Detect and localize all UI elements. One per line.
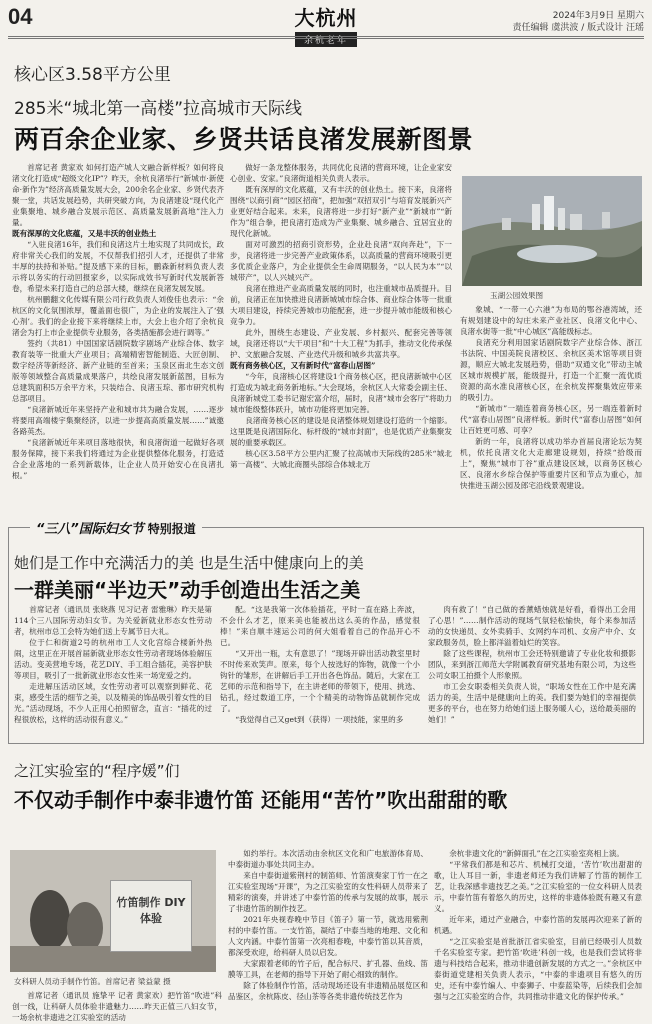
paragraph: 杭州鹏翻文化传媒有限公司行政负责人刘俊佳也表示：“余杭区的文化氛围浓厚，覆盖面也很广，为企业的发展注入了‘强心剂’。我们的企业接下来将继续上市，大会上也介绍了余杭良渚会为打上市企业提供专业服务，各类措施都会进行调等。” xyxy=(12,295,224,337)
paragraph: 良渚商务核心区的建设是良渚整体规划建设打造的一个缩影。这里既是良渚国际化、标杆级的“城市封面”，也是优质产业集聚发展的重要承载区。 xyxy=(230,416,452,447)
section-subheading: 既有深厚的文化底蕴，又是丰沃的创业热土 xyxy=(12,229,157,238)
paragraph: 首席记者 黄家欢 如何打造产城人文融合新样板？如何将良渚文化打造成“超级文化IP”？昨天，余杭良渚举行“新城市·新使命·新作为”经济高质量发展大会，200余名企业家、乡贤代表齐聚一堂，共话发展趋势，共研突破方向，为良渚建设“现代化产业集聚地、城乡融合发展示范区、高质量发展新高地”注入力量。 xyxy=(12,163,224,227)
paragraph: 新的一年，良渚将以成功举办首届良渚论坛为契机，依托良渚文化大走廊建设规划，持续“拾级而上”，聚焦“城市丁谷”重点建设区域，以商务区核心区、良渚水乡综合保护等重要片区和节点为重心，加快推进玉湖公园及郎宅沿线景观建设。 xyxy=(460,437,642,490)
paragraph: “新城市”一端连着商务核心区，另一端连着新时代“富春山居图”良渚样板。新时代“富春山居图”如何让百姓更可感、可享？ xyxy=(460,404,642,435)
paragraph: 除了体验制作竹笛，活动现场还设有非遗精品展览区和品鉴区，余杭陈皮、径山茶等各类非遗传统技艺作为 xyxy=(228,981,428,1001)
header-meta xyxy=(513,10,644,34)
paragraph: “入驻良渚16年，我们和良渚这片土地实现了共同成长，政府非常关心我们的发展，不仅帮我们招引人才，还提供了非常丰厚的扶持和补贴。”提及感下来的目标，鹏森新材料负责人表示将以务实的行动回报家乡，以实际成效书写新时代发展新答卷，希望未来打造自己的总部大楼，继续在良渚发展发展。 xyxy=(12,240,224,293)
special-report-label xyxy=(30,518,202,537)
masthead xyxy=(286,2,366,47)
paragraph: 面对可激烈的招商引资形势，企业赴良渚“双向奔赴”，下一步，良渚将进一步完善产业政策体系，以高质量的营商环境吸引更多优质企业落户，为企业提供全生命周期服务，“以人民为本”“以城带产”，以人兴城兴产。 xyxy=(230,240,452,282)
paragraph: 首席记者（通讯员 张晓燕 见习记者 雷雅琳）昨天是第114个三八国际劳动妇女节。为关爱新就业形态女性劳动者，杭州市总工会特为她们送上专属节日大礼。 xyxy=(14,605,212,636)
paragraph: 余杭非遗文化的“新鲜面孔”在之江实验室亮相上演。 xyxy=(449,849,625,858)
paragraph: 来自中泰街道紫荆村的制笛师、竹笛演奏家丁竹一在之江实验室现场“开课”，为之江实验室的女性科研人员带来了精彩的演奏，并讲述了中泰竹笛的传承与发展的故事，展示了非遗竹笛的制作技艺。 xyxy=(228,871,428,913)
mid-column-3 xyxy=(428,604,636,738)
paragraph: 签约（共81）中国国家话剧院数字剧场产业综合体、数字教育装等一批重大产业项目；高端精密智能制造、大匠创制、数字经济等新经济、新产业链的至首来；玉泉区南北生态文创版等领域整合高质量成果落户，共绘良渚发展新蓝图，目标为总建筑面积5万余平方米，只装结合、良渚玉琮、都市研究机构总部项目。 xyxy=(12,339,224,403)
paragraph: 核心区3.58平方公里内汇聚了拉高城市天际线的285米“城北第一高楼”、大城北商圈头部综合体城北万 xyxy=(230,449,452,469)
mid-column-1 xyxy=(14,604,212,738)
paragraph: “之江实验室是首批浙江省实验室，目前已经吸引人员数千名实验室专家。把竹笛‘吹进’科创一线，也是我们尝试将非遗与科技结合起来，推动非遗创新发展的方式之一。”余杭区中泰街道党建相关负责人表示，“中泰的非遗项目有悠久的历史，还有中泰竹编人、中泰狮子、中泰蓝染等，后续我们会加强与之江实验室的合作，共同推动非遗文化的保护传承。” xyxy=(434,937,642,1001)
paragraph: “良渚新城近年来项目落地很快，和良渚街道一起做好各项服务保障，接下来我们将通过为企业提供整体化服务，打造适合企业落地的一系列新载体，让企业人员开始安心在良渚扎根。” xyxy=(12,438,224,480)
date-line: 2024年3月9日 星期六 xyxy=(552,11,644,21)
bottom-headline: 不仅动手制作中泰非遗竹笛 还能用“苦竹”吹出甜甜的歌 xyxy=(14,788,508,812)
lead-kicker-2: 285米“城北第一高楼”拉高城市天际线 xyxy=(14,99,303,119)
masthead-title: 大杭州 xyxy=(294,6,358,30)
paragraph: “平常我们都是和芯片、机械打交道，‘苦竹’吹出甜甜的歌，让人耳目一新，非遗老师还为我们讲解了竹笛的制作工艺，让我深感非遗技艺之美。”之江实验室的一位女科研人员表示，中泰竹笛有着悠久的历史，这样的非遗体验既有趣又有意义。 xyxy=(434,860,642,913)
mid-kicker: 她们是工作中充满活力的美 也是生活中健康向上的美 xyxy=(14,554,364,572)
header-rule xyxy=(8,36,644,37)
mid-headline: 一群美丽“半边天”动手创造出生活之美 xyxy=(14,578,361,602)
womens-day-label: “三八”国际妇女节 xyxy=(36,522,144,537)
flute-photo-caption: 女科研人员动手制作竹笛。首席记者 梁益蒙 摄 xyxy=(14,977,171,986)
paragraph: 象城、“一带一心六港”为布局的鄂谷港湾域，还有规划建设中的勾庄未来产业社区、良渚文化中心、良渚水街等一批“中心城区”高能级标志。 xyxy=(460,305,642,336)
paragraph: “良渚新城近年来坚持产业和城市共为融合发展，……逐步将要用高端楼宇集聚经济，以进一步提高高质量发展……”诚邀各路英杰。 xyxy=(12,405,224,436)
masthead-subtitle: 余杭老年 xyxy=(295,32,357,47)
page-number: 04 xyxy=(8,4,33,29)
paragraph: 首席记者（通讯员 施挚平 记者 黄家欢）把竹笛“吹进”科创一线，让科研人员体验非遗魅力……昨天正值三八妇女节，一场余杭非遗进之江实验室的活动 xyxy=(12,991,222,1022)
paragraph: “今年，良渚核心区将建设1个商务核心区，把良渚新城中心区打造成为城北商务新地标。”大会现场，余杭区人大常委会副主任、良渚新城党工委书记谢宏富介绍，届时，良渚“城市会客厅”将助力城市能级整体跃升，城市功能将更加完善。 xyxy=(230,372,452,414)
paragraph: 如约举行。本次活动由余杭区文化和广电旅游体育局、中泰街道办事处共同主办。 xyxy=(228,849,428,869)
bottom-column-2 xyxy=(228,848,428,1022)
paragraph: 2021年央视春晚中节目《笛子》第一节，就选用紫荆村的中泰竹笛。一支竹笛，凝结了中泰当地的地理、文化和人文内涵。中泰竹笛第一次亮相春晚，中泰竹笛以其音质，都深受欢迎，给科研人员以启发。 xyxy=(228,915,428,957)
paragraph: 走进解压活动区域，女性劳动者可以观察到鲜花、花束，感受生活的细节之美，以及精美的饰品吸引着女性的目光。”活动现场，不少人正用心拍照留念，直言：“插花的过程很放松，这样的活动很有意义。” xyxy=(14,682,212,724)
bottom-kicker: 之江实验室的“程序媛”们 xyxy=(14,762,180,780)
workshop-poster xyxy=(110,880,192,952)
rendering-photo xyxy=(462,176,642,286)
lead-column-2 xyxy=(230,162,452,510)
paragraph: 良渚在推进产业高质量发展的同时，也注重城市品质提升。目前，良渚正在加快推进良渚新城城市综合体、商业综合体等一批重大项目建设，持续完善城市功能配套，进一步提升城市能级和核心竞争力。 xyxy=(230,284,452,326)
paragraph: 做好一条龙整体服务，共同优化良渚的营商环境，让企业家安心创业、安家。”良渚街道相关负责人表示。 xyxy=(230,163,452,183)
lead-kicker-1: 核心区3.58平方公里 xyxy=(14,65,171,85)
paragraph: “又开出一瓶，太有意思了！”现场开辟出活动教室里时不时传来欢笑声。原来，每个人按选好的饰物，就像一个小钩针的雏形，在讲解后手工开出各色饰品。随后，大家在工艺师的示范和指导下，在主讲老师的带领下，使用、挑选、钻孔，经过数道工序，一个个精美的动物饰品就制作完成了。 xyxy=(220,649,420,713)
lead-column-3 xyxy=(460,304,642,510)
paragraph: “我觉得自己又get到（获得）一项技能，家里的多 xyxy=(235,715,404,724)
paragraph: 市工会女职委相关负责人说，“职场女性在工作中是充满活力的美，生活中是健康向上的美。我们要为她们的幸福提供更多的平台，也在努力给她们送上服务暖人心，送给最美丽的她们！” xyxy=(428,682,636,724)
city-rendering-illustration xyxy=(462,176,642,286)
paragraph: 良渚充分利用国家话剧院数字产业综合体、浙江书法院、中国美院良渚校区、余杭区美术馆等项目资源，顺应大城北发展趋势，借助“双通文化”带动主城区城市规模扩展，能级提升，打造一个汇聚一流优质资源的高水准良渚核心区，在余杭发挥聚集效应带来的吸引力。 xyxy=(460,338,642,402)
paragraph: 除了这些课程，杭州市工会还特别邀请了专业化妆和摄影团队，来到浙江师范大学附属教育研究基地有限公司，为这些公司女职工拍摄个人形象照。 xyxy=(428,649,636,680)
paragraph: 近年来，通过产业融合，中泰竹笛的发展再次迎来了新的机遇。 xyxy=(434,915,642,935)
poster-text: 竹笛制作 DIY体验 xyxy=(116,896,186,925)
paragraph: 位于仁和街道2号的杭州市工人文化宫综合楼新外热闹，这里正在开展首届新就业形态女性劳动者现场体验解压活动。变美营地专场，花艺DIY、手工组合插花，美容护肤等项目，吸引了一批新就业形态女性来一场宠爱之约。 xyxy=(14,638,212,680)
header-rule-2 xyxy=(8,38,644,39)
paragraph: 肉有救了！”自己做的香薰蜡烛就是好看，看得出工会用了心思！”……制作活动的现场气氛轻松愉快，每个来参加活动的女快递员、女外卖骑手、女网约车司机、女房产中介、女家政服务员，脸上都洋溢着灿烂的笑容。 xyxy=(428,605,636,647)
special-report-tail: 特别报道 xyxy=(147,522,196,536)
lead-column-1 xyxy=(12,162,224,510)
lead-headline: 两百余企业家、乡贤共话良渚发展新图景 xyxy=(14,125,474,154)
bottom-column-1 xyxy=(12,990,222,1022)
paragraph: 大家跟着老师的竹子后，配合标尺、扩孔器、鱼线、笛膜等工具，在老师的指导下开始了耐心细致的制作。 xyxy=(228,959,428,979)
rendering-caption: 玉湖公园效果图 xyxy=(490,291,544,300)
bottom-column-3 xyxy=(434,848,642,1022)
paragraph: 既有深厚的文化底蕴，又有丰沃的创业热土。接下来，良渚将围绕“以商引商”“园区招商”，把加强“双招双引”与培育发展新兴产业更好结合起来。未来，良渚将进一步打好“新产业”“新城市”“新作为”组合拳，把良渚打造成为产业集聚、城乡融合、宜居宜业的现代化新城。 xyxy=(230,185,452,238)
section-subheading: 既有商务核心区，又有新时代“富春山居图” xyxy=(230,361,376,370)
mid-column-2 xyxy=(220,604,420,738)
editor-line: 责任编辑 虞洪波 / 版式设计 汪瑶 xyxy=(512,23,644,33)
paragraph: 此外，围绕生态建设、产业发展、乡村振兴、配套完善等领域，良渚还将以“大干项目”和“十大工程”为抓手，推动文化传承保护、文旅融合发展、产业迭代升级和城乡共富共享。 xyxy=(230,328,452,359)
paragraph: 配。“这是我第一次体验插花，平时一直在路上奔波，不会什么才艺，原来美也能被出这么美的作品，感觉很棒！”来自顺丰速运公司的何大姐看着自己的作品开心不已。 xyxy=(220,605,420,647)
flute-workshop-photo xyxy=(10,850,216,972)
